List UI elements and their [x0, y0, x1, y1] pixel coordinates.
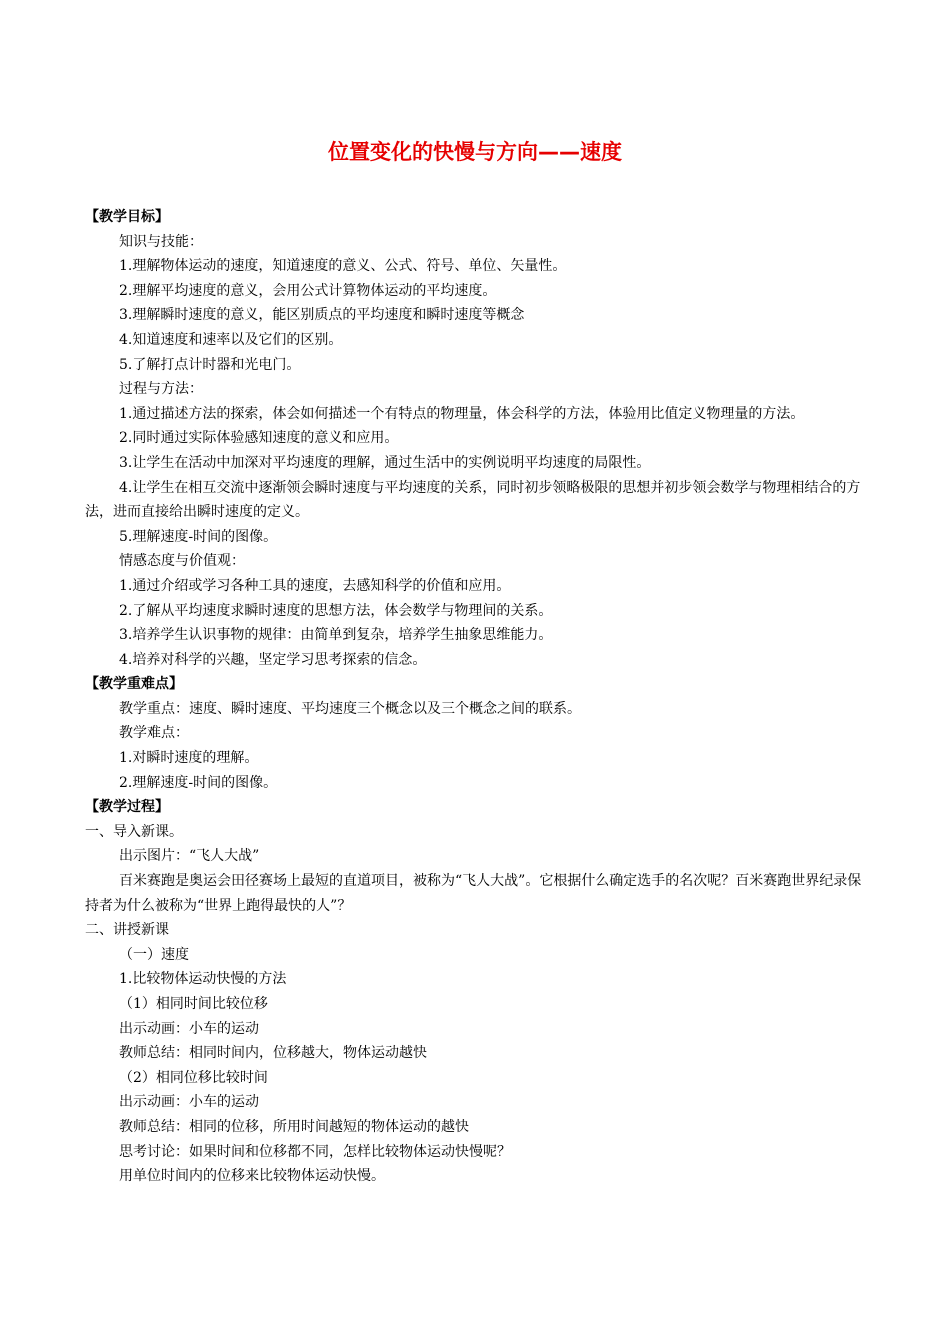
- process-method-item: 4.让学生在相互交流中逐渐领会瞬时速度与平均速度的关系，同时初步领略极限的思想并初步领会数学与物理相结合的方法，进而直接给出瞬时速度的定义。: [85, 479, 861, 521]
- animation-line: 出示动画：小车的运动: [119, 1020, 259, 1037]
- section-heading-objectives: 【教学目标】: [85, 209, 169, 225]
- section-heading-process: 【教学过程】: [85, 799, 169, 816]
- document-title: 位置变化的快慢与方向——速度: [328, 140, 622, 164]
- emotion-item: 1.通过介绍或学习各种工具的速度，去感知科学的价值和应用。: [119, 577, 511, 594]
- process-method-item: 2.同时通过实际体验感知速度的意义和应用。: [119, 430, 399, 447]
- emotion-item: 3.培养学生认识事物的规律：由简单到复杂，培养学生抽象思维能力。: [119, 627, 553, 644]
- knowledge-item: 4.知道速度和速率以及它们的区别。: [119, 331, 343, 348]
- part-title: 二、讲授新课: [85, 922, 169, 939]
- knowledge-item: 5.了解打点计时器和光电门。: [119, 356, 301, 373]
- difficulty-item: 1.对瞬时速度的理解。: [119, 750, 259, 767]
- show-picture-line: 出示图片：“飞人大战”: [119, 848, 260, 865]
- difficulty-item: 2.理解速度-时间的图像。: [119, 774, 278, 791]
- teaching-focus: 教学重点：速度、瞬时速度、平均速度三个概念以及三个概念之间的联系。: [119, 700, 581, 717]
- emotion-label: 情感态度与价值观：: [119, 553, 245, 570]
- intro-paragraph: 百米赛跑是奥运会田径赛场上最短的直道项目，被称为“飞人大战”。它根据什么确定选手的名次呢？百米赛跑世界纪录保持者为什么被称为“世界上跑得最快的人”？: [85, 873, 862, 914]
- teacher-summary: 教师总结：相同时间内，位移越大，物体运动越快: [119, 1045, 427, 1062]
- document-body: [85, 205, 870, 1189]
- knowledge-item: 3.理解瞬时速度的意义，能区别质点的平均速度和瞬时速度等概念: [119, 307, 525, 324]
- method-subtitle: （2）相同位移比较时间: [119, 1069, 268, 1086]
- difficulty-label: 教学难点：: [119, 725, 189, 742]
- method-title: 1.比较物体运动快慢的方法: [119, 971, 287, 988]
- process-method-item: 5.理解速度-时间的图像。: [119, 528, 278, 545]
- discussion-line: 思考讨论：如果时间和位移都不同，怎样比较物体运动快慢呢？: [119, 1143, 511, 1160]
- animation-line: 出示动画：小车的运动: [119, 1094, 259, 1111]
- emotion-item: 2.了解从平均速度求瞬时速度的思想方法，体会数学与物理间的关系。: [119, 602, 553, 619]
- knowledge-item: 2.理解平均速度的意义，会用公式计算物体运动的平均速度。: [119, 282, 497, 299]
- process-method-item: 1.通过描述方法的探索，体会如何描述一个有特点的物理量，体会科学的方法，体验用比值定义物理量的方法。: [119, 405, 805, 422]
- section-heading-key-points: 【教学重难点】: [85, 676, 183, 693]
- emotion-item: 4.培养对科学的兴趣，坚定学习思考探索的信念。: [119, 651, 427, 668]
- knowledge-label: 知识与技能：: [119, 233, 203, 250]
- subsection-title: （一）速度: [119, 946, 189, 963]
- knowledge-item: 1.理解物体运动的速度，知道速度的意义、公式、符号、单位、矢量性。: [119, 258, 567, 275]
- conclusion-line: 用单位时间内的位移来比较物体运动快慢。: [119, 1168, 385, 1185]
- method-subtitle: （1）相同时间比较位移: [119, 996, 268, 1012]
- process-method-item: 3.让学生在活动中加深对平均速度的理解，通过生活中的实例说明平均速度的局限性。: [119, 454, 651, 471]
- process-method-label: 过程与方法：: [119, 381, 203, 398]
- part-title: 一、导入新课。: [85, 823, 183, 840]
- teacher-summary: 教师总结：相同的位移，所用时间越短的物体运动的越快: [119, 1118, 469, 1135]
